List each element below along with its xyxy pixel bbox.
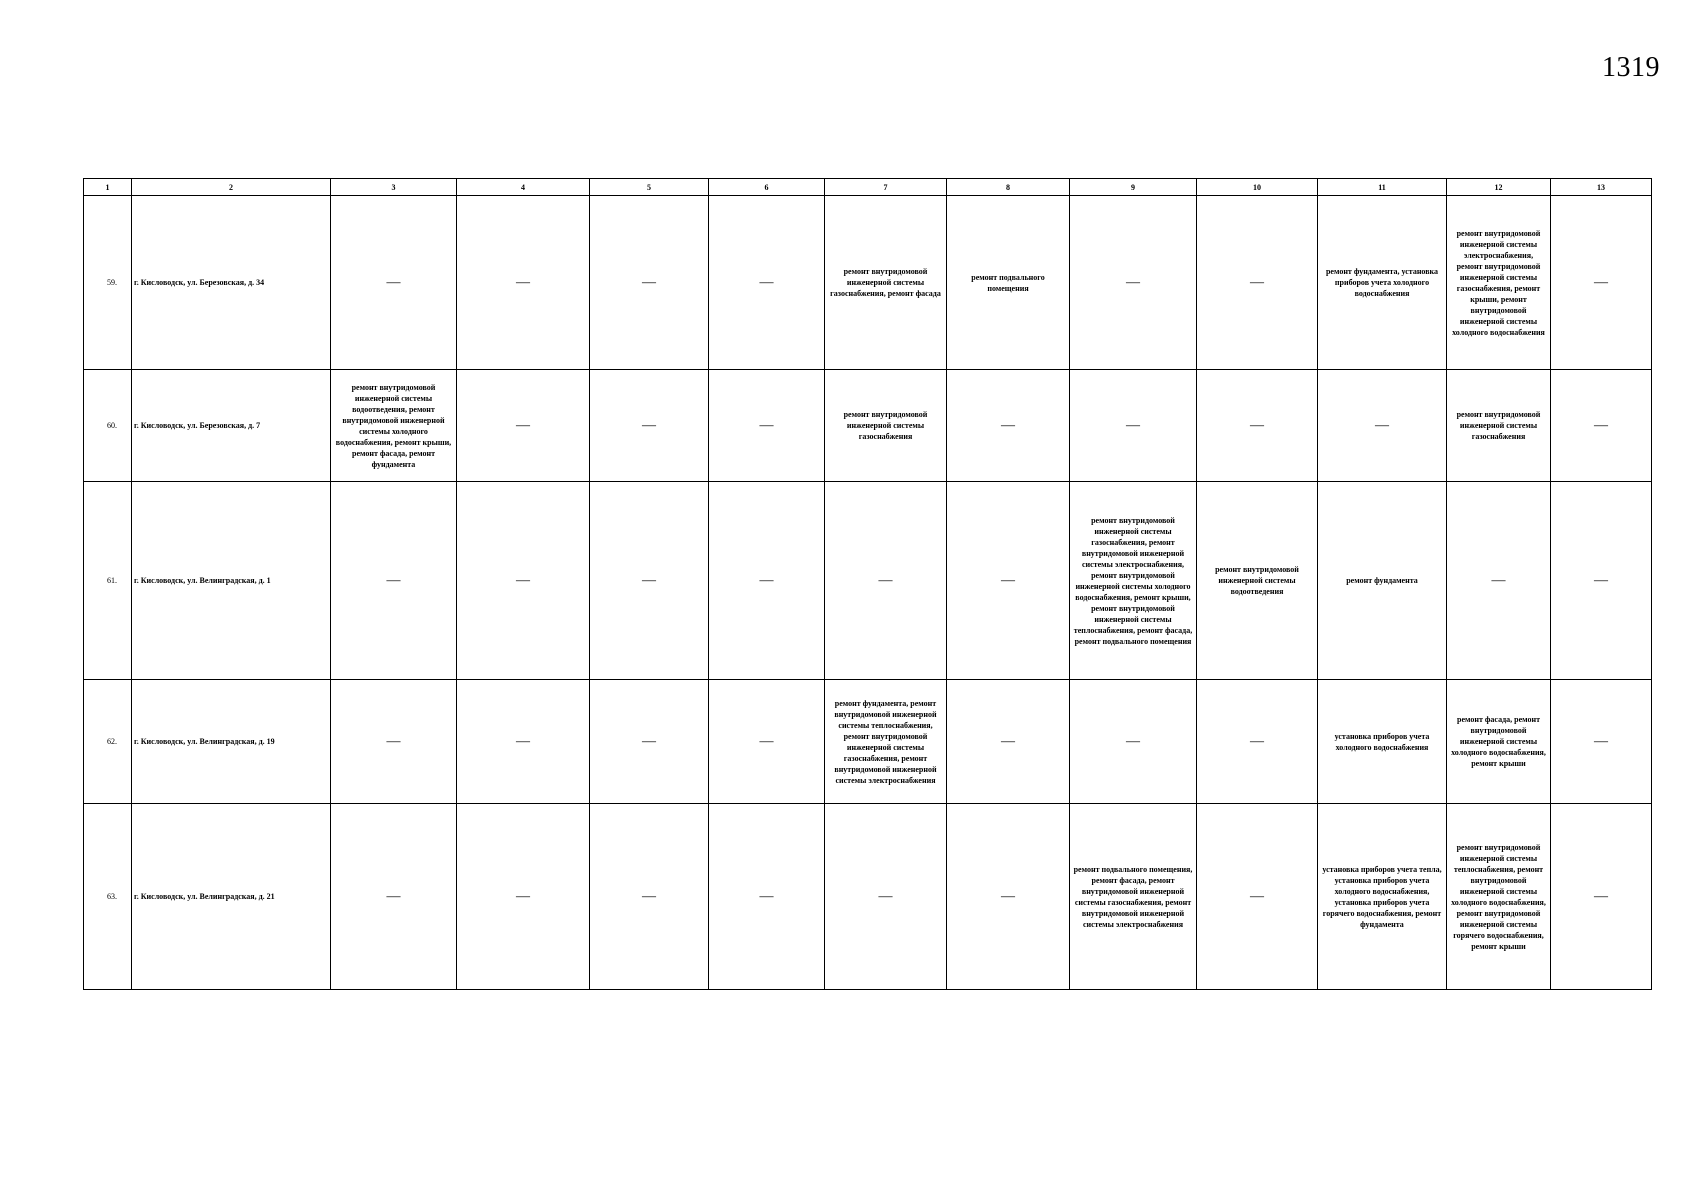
table-cell: ремонт внутридомовой инженерной системы водоотведения, ремонт внутридомовой инженерной системы холодного водоснабжения, ремонт крыши, ремонт фасада, ремонт фундамента bbox=[331, 370, 457, 482]
repair-schedule-table bbox=[83, 178, 1652, 990]
table-cell bbox=[1070, 370, 1197, 482]
table-cell: ремонт подвального помещения bbox=[947, 196, 1070, 370]
table-cell bbox=[709, 196, 825, 370]
table-cell: ремонт внутридомовой инженерной системы газоснабжения bbox=[1447, 370, 1551, 482]
table-cell bbox=[947, 482, 1070, 680]
table-cell: ремонт внутридомовой инженерной системы электроснабжения, ремонт внутридомовой инженерной системы газоснабжения, ремонт крыши, ремонт внутридомовой инженерной системы холодного водоснабжения bbox=[1447, 196, 1551, 370]
table-cell: ремонт внутридомовой инженерной системы газоснабжения bbox=[825, 370, 947, 482]
address-cell: г. Кисловодск, ул. Велинградская, д. 21 bbox=[132, 804, 331, 990]
table-cell bbox=[457, 482, 590, 680]
table-cell bbox=[457, 804, 590, 990]
table-cell: ремонт внутридомовой инженерной системы теплоснабжения, ремонт внутридомовой инженерной системы холодного водоснабжения, ремонт внутридомовой инженерной системы горячего водоснабжения, ремонт крыши bbox=[1447, 804, 1551, 990]
table-cell: ремонт внутридомовой инженерной системы газоснабжения, ремонт фасада bbox=[825, 196, 947, 370]
column-header: 8 bbox=[947, 179, 1070, 196]
column-header: 7 bbox=[825, 179, 947, 196]
table-cell bbox=[331, 804, 457, 990]
header-row bbox=[84, 179, 1652, 196]
column-header: 6 bbox=[709, 179, 825, 196]
table-cell bbox=[1070, 196, 1197, 370]
dash-placeholder: — bbox=[516, 417, 530, 433]
column-header: 10 bbox=[1197, 179, 1318, 196]
dash-placeholder: — bbox=[1126, 274, 1140, 290]
table-cell bbox=[1447, 482, 1551, 680]
dash-placeholder: — bbox=[1594, 888, 1608, 904]
dash-placeholder: — bbox=[1126, 417, 1140, 433]
table-cell bbox=[947, 370, 1070, 482]
dash-placeholder: — bbox=[642, 733, 656, 749]
row-number: 62. bbox=[84, 680, 132, 804]
table-cell bbox=[1318, 370, 1447, 482]
dash-placeholder: — bbox=[1001, 572, 1015, 588]
table-cell: установка приборов учета тепла, установка приборов учета холодного водоснабжения, установка приборов учета горячего водоснабжения, ремонт фундамента bbox=[1318, 804, 1447, 990]
dash-placeholder: — bbox=[1375, 417, 1389, 433]
table-cell bbox=[709, 804, 825, 990]
column-header: 9 bbox=[1070, 179, 1197, 196]
table-cell: ремонт фасада, ремонт внутридомовой инженерной системы холодного водоснабжения, ремонт крыши bbox=[1447, 680, 1551, 804]
table-cell bbox=[457, 196, 590, 370]
table-cell bbox=[1551, 370, 1652, 482]
column-header: 12 bbox=[1447, 179, 1551, 196]
column-header: 2 bbox=[132, 179, 331, 196]
dash-placeholder: — bbox=[1491, 572, 1506, 588]
dash-placeholder: — bbox=[642, 274, 656, 290]
table-cell bbox=[457, 680, 590, 804]
dash-placeholder: — bbox=[516, 572, 530, 588]
dash-placeholder: — bbox=[1594, 274, 1608, 290]
dash-placeholder: — bbox=[1001, 888, 1015, 904]
dash-placeholder: — bbox=[642, 572, 656, 588]
table-cell bbox=[947, 804, 1070, 990]
column-header: 11 bbox=[1318, 179, 1447, 196]
table-cell bbox=[947, 680, 1070, 804]
column-header: 13 bbox=[1551, 179, 1652, 196]
table-cell bbox=[1551, 482, 1652, 680]
dash-placeholder: — bbox=[1001, 733, 1015, 749]
table-cell bbox=[590, 482, 709, 680]
table-cell: ремонт подвального помещения, ремонт фасада, ремонт внутридомовой инженерной системы газоснабжения, ремонт внутридомовой инженерной системы электроснабжения bbox=[1070, 804, 1197, 990]
address-cell: г. Кисловодск, ул. Велинградская, д. 1 bbox=[132, 482, 331, 680]
table-cell bbox=[1551, 680, 1652, 804]
table-cell bbox=[1197, 370, 1318, 482]
dash-placeholder: — bbox=[1126, 733, 1140, 749]
dash-placeholder: — bbox=[759, 888, 774, 904]
dash-placeholder: — bbox=[516, 733, 530, 749]
table-cell bbox=[457, 370, 590, 482]
dash-placeholder: — bbox=[759, 733, 774, 749]
table-cell bbox=[825, 482, 947, 680]
dash-placeholder: — bbox=[386, 733, 401, 749]
column-header: 5 bbox=[590, 179, 709, 196]
table-cell bbox=[825, 804, 947, 990]
row-number: 63. bbox=[84, 804, 132, 990]
table-cell: ремонт внутридомовой инженерной системы газоснабжения, ремонт внутридомовой инженерной системы электроснабжения, ремонт внутридомовой инженерной системы холодного водоснабжения, ремонт крыши, ремонт внутридомовой инженерной системы теплоснабжения, ремонт фасада, ремонт подвального помещения bbox=[1070, 482, 1197, 680]
table-cell: ремонт фундамента bbox=[1318, 482, 1447, 680]
dash-placeholder: — bbox=[1594, 733, 1608, 749]
dash-placeholder: — bbox=[759, 572, 774, 588]
dash-placeholder: — bbox=[1250, 733, 1264, 749]
address-cell: г. Кисловодск, ул. Березовская, д. 7 bbox=[132, 370, 331, 482]
row-number: 59. bbox=[84, 196, 132, 370]
dash-placeholder: — bbox=[1250, 417, 1264, 433]
dash-placeholder: — bbox=[642, 888, 656, 904]
table-cell bbox=[331, 196, 457, 370]
dash-placeholder: — bbox=[1250, 888, 1264, 904]
table-row bbox=[84, 680, 1652, 804]
table-cell: ремонт фундамента, установка приборов учета холодного водоснабжения bbox=[1318, 196, 1447, 370]
dash-placeholder: — bbox=[878, 888, 893, 904]
table-cell bbox=[1197, 804, 1318, 990]
table-cell bbox=[709, 680, 825, 804]
table-cell bbox=[590, 680, 709, 804]
table-cell bbox=[331, 482, 457, 680]
dash-placeholder: — bbox=[516, 888, 530, 904]
table-cell: ремонт фундамента, ремонт внутридомовой инженерной системы теплоснабжения, ремонт внутридомовой инженерной системы газоснабжения, ремонт внутридомовой инженерной системы электроснабжения bbox=[825, 680, 947, 804]
table-row bbox=[84, 804, 1652, 990]
table-cell bbox=[1070, 680, 1197, 804]
dash-placeholder: — bbox=[1001, 417, 1015, 433]
dash-placeholder: — bbox=[878, 572, 893, 588]
dash-placeholder: — bbox=[516, 274, 530, 290]
address-cell: г. Кисловодск, ул. Велинградская, д. 19 bbox=[132, 680, 331, 804]
column-header: 4 bbox=[457, 179, 590, 196]
column-header: 3 bbox=[331, 179, 457, 196]
dash-placeholder: — bbox=[386, 572, 401, 588]
table-cell: установка приборов учета холодного водоснабжения bbox=[1318, 680, 1447, 804]
table-cell bbox=[331, 680, 457, 804]
dash-placeholder: — bbox=[642, 417, 656, 433]
table-row bbox=[84, 196, 1652, 370]
dash-placeholder: — bbox=[386, 888, 401, 904]
table-cell bbox=[709, 370, 825, 482]
dash-placeholder: — bbox=[759, 274, 774, 290]
dash-placeholder: — bbox=[386, 274, 401, 290]
table-row bbox=[84, 370, 1652, 482]
page-number: 1319 bbox=[1602, 52, 1660, 83]
dash-placeholder: — bbox=[1594, 572, 1608, 588]
table-row bbox=[84, 482, 1652, 680]
table-cell bbox=[1197, 680, 1318, 804]
table-cell bbox=[1197, 196, 1318, 370]
address-cell: г. Кисловодск, ул. Березовская, д. 34 bbox=[132, 196, 331, 370]
column-header: 1 bbox=[84, 179, 132, 196]
table-cell bbox=[1551, 804, 1652, 990]
table-cell: ремонт внутридомовой инженерной системы водоотведения bbox=[1197, 482, 1318, 680]
table-cell bbox=[590, 804, 709, 990]
dash-placeholder: — bbox=[759, 417, 774, 433]
dash-placeholder: — bbox=[1594, 417, 1608, 433]
table-cell bbox=[709, 482, 825, 680]
dash-placeholder: — bbox=[1250, 274, 1264, 290]
row-number: 61. bbox=[84, 482, 132, 680]
table-cell bbox=[590, 196, 709, 370]
row-number: 60. bbox=[84, 370, 132, 482]
table-cell bbox=[1551, 196, 1652, 370]
table-cell bbox=[590, 370, 709, 482]
